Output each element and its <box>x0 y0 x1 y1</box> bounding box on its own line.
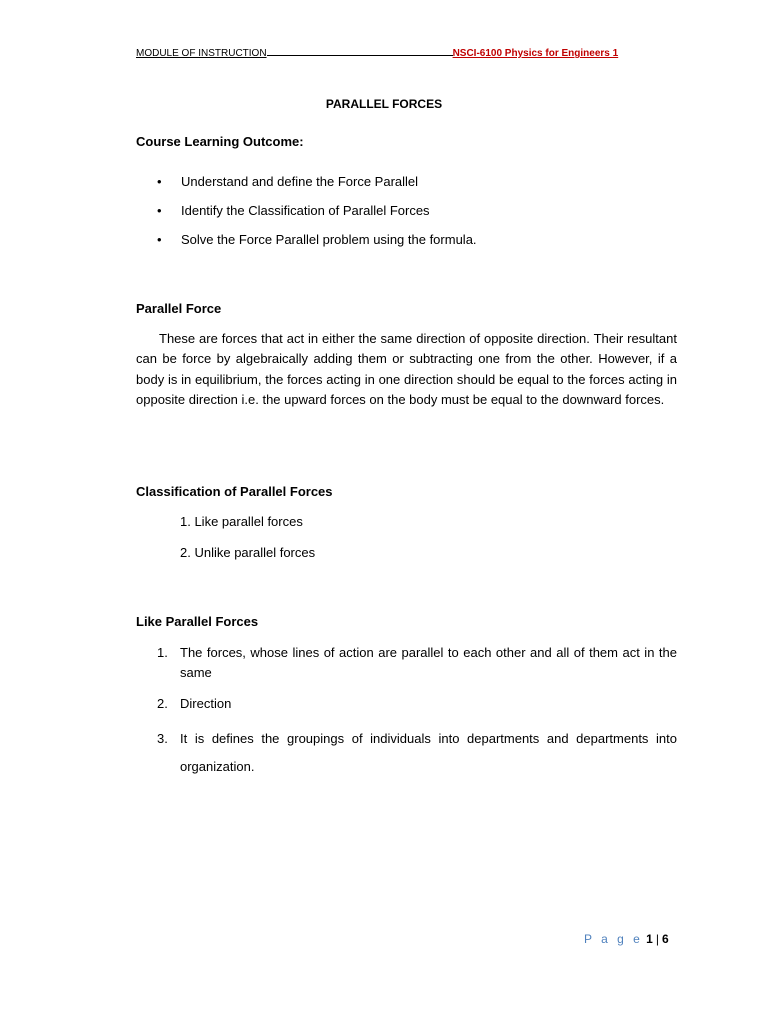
classification-item: 2. Unlike parallel forces <box>180 545 316 560</box>
bullet-icon: • <box>157 232 162 247</box>
outcome-item <box>157 203 430 219</box>
item-text: It is defines the groupings of individuals into departments and departments into organization. <box>180 731 677 774</box>
item-number: 2. <box>157 696 168 711</box>
page-label: P a g e <box>584 932 643 946</box>
item-number: 1. <box>157 645 168 660</box>
item-text: Direction <box>180 696 232 711</box>
outcome-text: Understand and define the Force Parallel <box>181 174 419 189</box>
classification-item: 1. Like parallel forces <box>180 514 303 529</box>
learning-outcome-heading: Course Learning Outcome: <box>136 134 304 149</box>
course-label: NSCI-6100 Physics for Engineers 1 <box>452 48 619 59</box>
classification-heading: Classification of Parallel Forces <box>136 484 333 499</box>
current-page-number: 1 <box>646 932 653 946</box>
total-pages: 6 <box>661 932 669 946</box>
page-header <box>136 46 636 61</box>
like-parallel-item <box>157 643 677 684</box>
outcome-text: Identify the Classification of Parallel Forces <box>181 203 430 218</box>
item-number: 3. <box>157 731 168 746</box>
header-rule <box>267 46 453 56</box>
like-parallel-item <box>157 725 677 781</box>
item-text: The forces, whose lines of action are parallel to each other and all of them act in the same <box>180 645 677 681</box>
document-title: PARALLEL FORCES <box>325 97 443 111</box>
bullet-icon: • <box>157 174 162 189</box>
page-separator: | <box>655 932 659 946</box>
page-footer <box>584 931 669 947</box>
outcome-item <box>157 232 477 248</box>
outcome-text: Solve the Force Parallel problem using the formula. <box>181 232 477 247</box>
like-parallel-item <box>157 694 677 714</box>
parallel-force-heading: Parallel Force <box>136 301 222 316</box>
like-parallel-heading: Like Parallel Forces <box>136 614 259 629</box>
outcome-item <box>157 174 418 190</box>
module-label: MODULE OF INSTRUCTION <box>136 48 267 59</box>
bullet-icon: • <box>157 203 162 218</box>
parallel-force-paragraph: These are forces that act in either the same direction of opposite direction. Their resultant can be force by algebraically adding them or subtracting one from the other. However, if a body is in equilibrium, the forces acting in one direction should be equal to the forces acting in opposite direction i.e. the upward forces on the body must be equal to the downward forces. <box>136 331 677 408</box>
